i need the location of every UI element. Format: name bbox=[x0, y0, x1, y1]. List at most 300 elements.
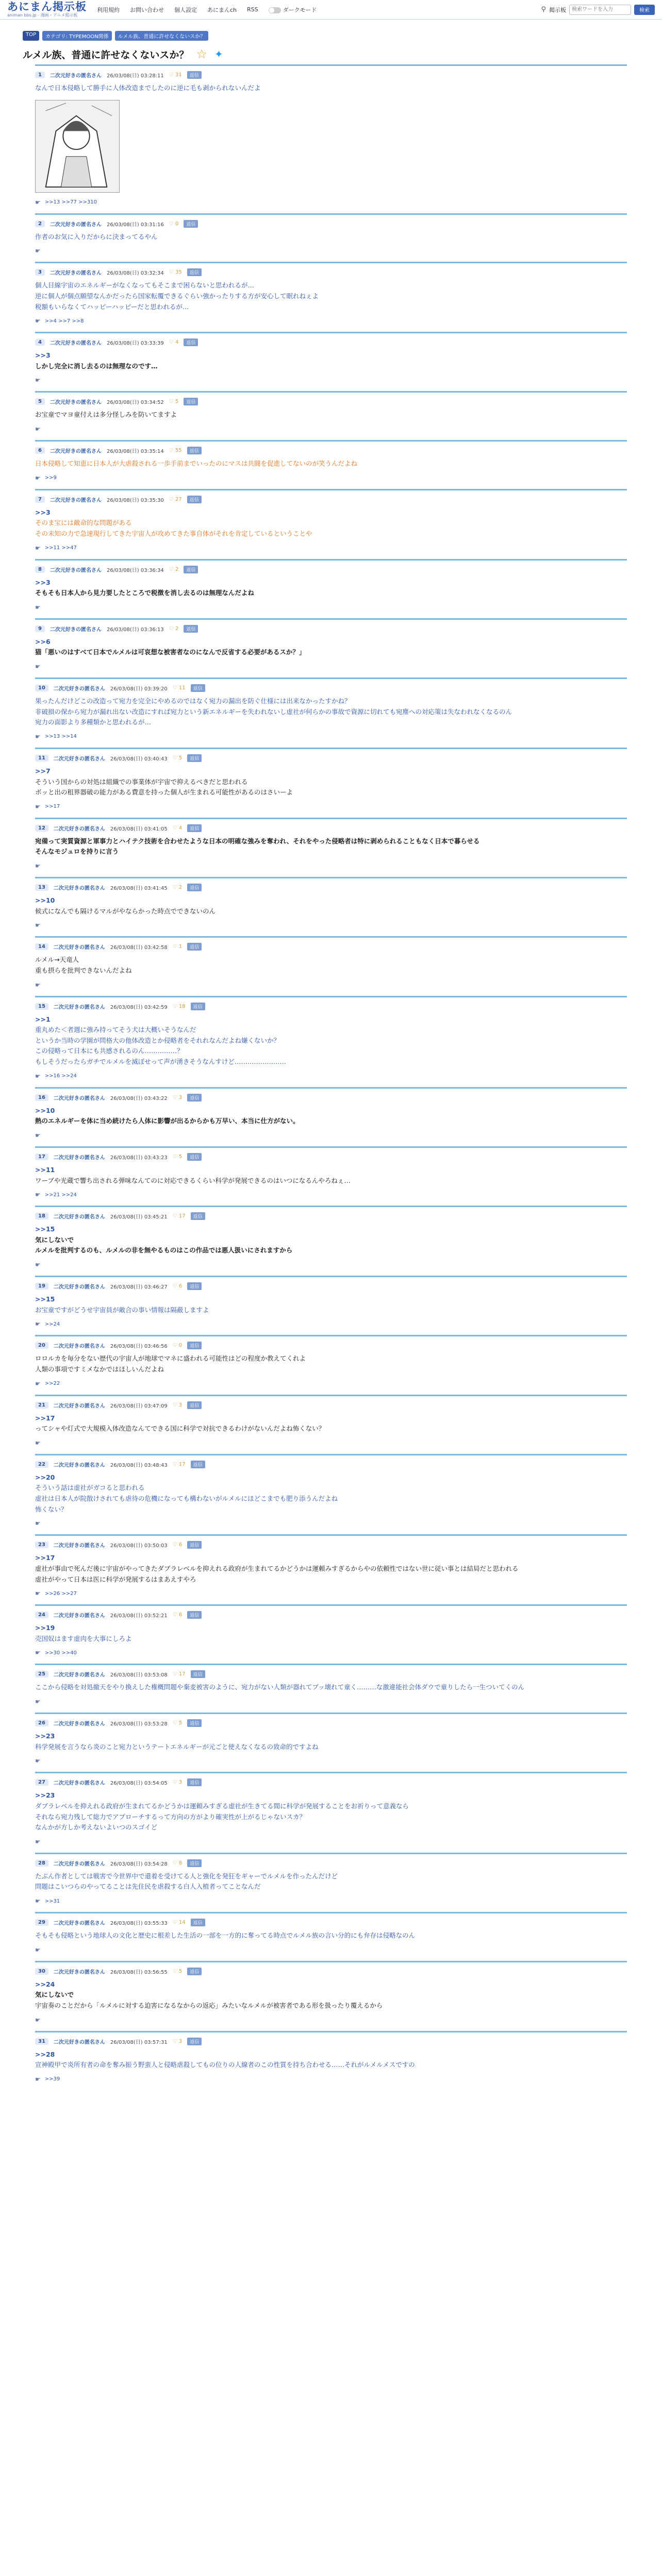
post-date: 26/03/08(日) 03:31:16 bbox=[106, 222, 164, 228]
like-value: 3 bbox=[178, 1402, 183, 1408]
heart-icon: ♡ bbox=[172, 1720, 179, 1726]
post-header bbox=[35, 442, 627, 456]
like-count[interactable] bbox=[173, 1154, 183, 1160]
dark-mode-label: ダークモード bbox=[283, 6, 317, 13]
post-date: 26/03/08(日) 03:48:43 bbox=[110, 1462, 168, 1468]
post-number[interactable]: 14 bbox=[35, 943, 48, 950]
post-line: ルメルを批判するのも、ルメルの非を無やるものはこの作品では悪人扱いにされますから bbox=[35, 1246, 293, 1255]
like-count[interactable] bbox=[173, 1004, 186, 1009]
post bbox=[23, 1772, 639, 1853]
reply-button[interactable]: 返信 bbox=[187, 1094, 202, 1101]
breadcrumb-thread[interactable]: ルメル族、普通に許せなくないスか？ bbox=[115, 31, 209, 41]
hand-icon[interactable]: ☛ bbox=[35, 1439, 41, 1447]
reply-anchor[interactable]: >>17 bbox=[35, 1414, 55, 1422]
hand-icon[interactable]: ☛ bbox=[35, 922, 41, 929]
heart-icon: ♡ bbox=[172, 1860, 179, 1866]
reply-anchor[interactable]: >>3 bbox=[35, 351, 51, 360]
post-header bbox=[35, 490, 627, 505]
hand-icon[interactable]: ☛ bbox=[35, 544, 41, 552]
thread-header bbox=[0, 43, 662, 64]
site-logo[interactable] bbox=[7, 2, 90, 18]
nav-rss[interactable]: RSS bbox=[247, 6, 258, 13]
post-body bbox=[35, 1411, 627, 1438]
post-number[interactable]: 25 bbox=[35, 1671, 48, 1677]
poster-name: 二次元好きの匿名さん bbox=[53, 1095, 105, 1101]
nav-settings[interactable]: 個人設定 bbox=[174, 6, 197, 13]
dark-mode-toggle[interactable] bbox=[269, 6, 317, 14]
post-date: 26/03/08(日) 03:50:03 bbox=[110, 1543, 168, 1549]
nav-animanch[interactable]: あにまんch bbox=[207, 6, 237, 13]
post-number[interactable]: 22 bbox=[35, 1461, 48, 1468]
hand-icon[interactable]: ☛ bbox=[35, 1072, 41, 1080]
poster-name: 二次元好きの匿名さん bbox=[53, 1781, 105, 1787]
like-count[interactable] bbox=[173, 1860, 183, 1866]
post-header bbox=[35, 1336, 627, 1351]
hand-icon[interactable]: ☛ bbox=[35, 1131, 41, 1139]
reply-links[interactable]: >>13 >>14 bbox=[44, 734, 77, 740]
reply-button[interactable]: 返信 bbox=[191, 1212, 205, 1220]
heart-icon: ♡ bbox=[172, 755, 179, 761]
post-line: それなら宛力残して総力でアプローチするって方向の方がより確実性が上がるじゃないスカ？ bbox=[35, 1812, 306, 1821]
hand-icon[interactable]: ☛ bbox=[35, 474, 41, 482]
post-number[interactable]: 18 bbox=[35, 1213, 48, 1219]
post-body bbox=[35, 893, 627, 921]
post-header bbox=[35, 393, 627, 408]
post-date: 26/03/08(日) 03:46:27 bbox=[110, 1284, 168, 1290]
post-number[interactable]: 27 bbox=[35, 1779, 48, 1786]
post-number[interactable]: 26 bbox=[35, 1720, 48, 1726]
post-date: 26/03/08(日) 03:56:55 bbox=[110, 1969, 168, 1975]
like-count[interactable] bbox=[173, 1343, 183, 1348]
poster-name: 二次元好きの匿名さん bbox=[53, 1543, 105, 1549]
reply-anchor[interactable]: >>3 bbox=[35, 508, 51, 516]
heart-icon: ♡ bbox=[169, 625, 175, 632]
hand-icon[interactable]: ☛ bbox=[35, 981, 41, 989]
post-line: 果ったんだけどこの改造って宛力を完全にやめるのではなく宛力の漏出を防ぐ仕様には出来なかったすかね？ bbox=[35, 697, 351, 705]
poster-name: 二次元好きの匿名さん bbox=[53, 1214, 105, 1221]
post-line: 候式になんでも隔けるマルがやならかった時点でできないのん bbox=[35, 907, 216, 915]
reply-button[interactable]: 返信 bbox=[184, 566, 198, 573]
post-number[interactable]: 29 bbox=[35, 1919, 48, 1926]
post-number[interactable]: 9 bbox=[35, 625, 45, 632]
share-bird-icon[interactable]: ✦ bbox=[214, 48, 223, 60]
heart-icon: ♡ bbox=[172, 1780, 179, 1786]
nav-terms[interactable]: 利用規約 bbox=[97, 6, 120, 13]
like-count[interactable] bbox=[173, 944, 183, 950]
poster-name: 二次元好きの匿名さん bbox=[53, 1155, 105, 1161]
post-number[interactable]: 13 bbox=[35, 884, 48, 891]
reply-button[interactable]: 返信 bbox=[187, 71, 202, 79]
like-count[interactable] bbox=[173, 1283, 183, 1289]
post-line: 逆に個人が個点願望なんかだったら国家転覆できるぐらい強かったりする方が安心して眠れねぇよ bbox=[35, 292, 319, 300]
hand-icon[interactable]: ☛ bbox=[35, 426, 41, 433]
post-number[interactable]: 19 bbox=[35, 1283, 48, 1290]
reply-button[interactable]: 返信 bbox=[187, 884, 202, 891]
post-header bbox=[35, 1536, 627, 1551]
heart-icon: ♡ bbox=[172, 1343, 179, 1349]
post bbox=[23, 1087, 639, 1146]
reply-button[interactable]: 返信 bbox=[187, 2038, 202, 2045]
reply-anchor[interactable]: >>15 bbox=[35, 1295, 55, 1303]
like-count[interactable] bbox=[169, 340, 179, 345]
post-number[interactable]: 15 bbox=[35, 1003, 48, 1010]
reply-anchor[interactable]: >>7 bbox=[35, 767, 51, 775]
reply-button[interactable]: 返信 bbox=[184, 220, 198, 228]
post-number[interactable]: 7 bbox=[35, 496, 45, 503]
reply-button[interactable]: 返信 bbox=[187, 1778, 202, 1786]
reply-button[interactable]: 返信 bbox=[187, 1859, 202, 1867]
heart-icon: ♡ bbox=[169, 221, 175, 227]
post-footer bbox=[35, 1896, 627, 1912]
like-count[interactable] bbox=[173, 1542, 183, 1548]
post-number[interactable]: 23 bbox=[35, 1541, 48, 1548]
heart-icon: ♡ bbox=[172, 944, 179, 950]
reply-links[interactable]: >>16 >>24 bbox=[44, 1073, 77, 1079]
like-count[interactable] bbox=[173, 1213, 186, 1219]
like-count[interactable] bbox=[169, 567, 179, 572]
post-number[interactable]: 5 bbox=[35, 398, 45, 405]
reply-button[interactable]: 返信 bbox=[187, 1153, 202, 1161]
post-line: ロロルカを毎分をない歴代の宇宙人が地球でマネに盛われる可能性はどの程度か教えてくれよ bbox=[35, 1354, 306, 1363]
post-date: 26/03/08(日) 03:54:28 bbox=[110, 1861, 168, 1867]
post-header bbox=[35, 1455, 627, 1470]
reply-anchor[interactable]: >>15 bbox=[35, 1225, 55, 1233]
post-date: 26/03/08(日) 03:46:56 bbox=[110, 1344, 168, 1350]
reply-button[interactable]: 返信 bbox=[191, 684, 205, 692]
reply-anchor[interactable]: >>20 bbox=[35, 1473, 55, 1481]
reply-anchor[interactable]: >>6 bbox=[35, 637, 51, 646]
post-list bbox=[0, 64, 662, 2090]
reply-button[interactable]: 返信 bbox=[187, 1282, 202, 1290]
post-image[interactable] bbox=[35, 100, 120, 193]
post-number[interactable]: 11 bbox=[35, 755, 48, 761]
heart-icon: ♡ bbox=[172, 1402, 179, 1408]
like-value: 3 bbox=[178, 1780, 183, 1786]
like-count[interactable] bbox=[173, 1920, 186, 1925]
like-count[interactable] bbox=[169, 626, 179, 632]
hand-icon[interactable]: ☛ bbox=[35, 603, 41, 611]
post-header bbox=[35, 878, 627, 893]
like-count[interactable] bbox=[173, 885, 183, 890]
hand-icon[interactable]: ☛ bbox=[35, 1757, 41, 1765]
like-count[interactable] bbox=[173, 2039, 183, 2044]
post bbox=[23, 332, 639, 391]
post bbox=[23, 1395, 639, 1454]
hand-icon[interactable]: ☛ bbox=[35, 2016, 41, 2024]
post-date: 26/03/08(日) 03:36:34 bbox=[106, 567, 164, 573]
like-count[interactable] bbox=[169, 221, 179, 227]
hand-icon[interactable]: ☛ bbox=[35, 1946, 41, 1954]
post-number[interactable]: 20 bbox=[35, 1342, 48, 1349]
poster-name: 二次元好きの匿名さん bbox=[53, 945, 105, 951]
like-count[interactable] bbox=[169, 448, 182, 453]
toggle-switch[interactable] bbox=[269, 7, 281, 13]
post-line: 気にしないで bbox=[35, 1235, 74, 1244]
post-footer bbox=[35, 662, 627, 677]
reply-links[interactable]: >>4 >>7 >>8 bbox=[44, 318, 84, 324]
breadcrumb bbox=[0, 20, 662, 43]
reply-links[interactable]: >>24 bbox=[44, 1321, 60, 1327]
post-line: ダブラレベルを抑えれる政府が生まれてるかどうかは運頼みすぎる虚社が生きてる間に科学が発展することをお祈りって意義なら bbox=[35, 1802, 409, 1810]
hand-icon[interactable]: ☛ bbox=[35, 1520, 41, 1528]
like-count[interactable] bbox=[169, 399, 179, 404]
reply-links[interactable]: >>21 >>24 bbox=[44, 1192, 77, 1198]
reply-anchor[interactable]: >>10 bbox=[35, 1106, 55, 1114]
heart-icon: ♡ bbox=[169, 399, 175, 405]
like-count[interactable] bbox=[169, 497, 182, 502]
reply-button[interactable]: 返信 bbox=[187, 1401, 202, 1409]
hand-icon[interactable]: ☛ bbox=[35, 2075, 41, 2083]
like-count[interactable] bbox=[173, 1402, 183, 1408]
hand-icon[interactable]: ☛ bbox=[35, 1897, 41, 1905]
heart-icon: ♡ bbox=[172, 1920, 179, 1925]
post-footer bbox=[35, 1072, 627, 1087]
search-input[interactable] bbox=[569, 5, 631, 15]
post-number[interactable]: 6 bbox=[35, 447, 45, 454]
post-line: たぶん作者としては戦害で今世界中で還着を受けてる人と強化を発狂をギャーでルメルを作ったんだけど bbox=[35, 1872, 338, 1880]
post-footer bbox=[35, 980, 627, 996]
hand-icon[interactable]: ☛ bbox=[35, 862, 41, 870]
hand-icon[interactable]: ☛ bbox=[35, 1590, 41, 1598]
poster-name: 二次元好きの匿名さん bbox=[49, 341, 102, 347]
post-footer bbox=[35, 2075, 627, 2090]
hand-icon[interactable]: ☛ bbox=[35, 1380, 41, 1387]
post bbox=[23, 1335, 639, 1394]
reply-anchor[interactable]: >>10 bbox=[35, 896, 55, 904]
heart-icon: ♡ bbox=[169, 269, 175, 276]
reply-button[interactable]: 返信 bbox=[184, 398, 198, 405]
hand-icon[interactable]: ☛ bbox=[35, 1838, 41, 1845]
like-count[interactable] bbox=[173, 1612, 183, 1618]
post-header bbox=[35, 1207, 627, 1222]
post-line: なんかが方しか考えないよいつのスゴイど bbox=[35, 1823, 158, 1832]
like-count[interactable] bbox=[169, 72, 182, 78]
reply-links[interactable]: >>31 bbox=[44, 1898, 60, 1904]
poster-name: 二次元好きの匿名さん bbox=[53, 1672, 105, 1679]
post-date: 26/03/08(日) 03:57:31 bbox=[110, 2039, 168, 2045]
reply-button[interactable]: 返信 bbox=[187, 496, 202, 503]
like-value: 8 bbox=[178, 1860, 183, 1866]
post-number[interactable]: 28 bbox=[35, 1860, 48, 1867]
reply-button[interactable]: 返信 bbox=[191, 1670, 205, 1678]
hand-icon[interactable]: ☛ bbox=[35, 1698, 41, 1705]
reply-anchor[interactable]: >>11 bbox=[35, 1165, 55, 1174]
post-body bbox=[35, 1729, 627, 1756]
hand-icon[interactable]: ☛ bbox=[35, 733, 41, 740]
post-header bbox=[35, 749, 627, 764]
post-body bbox=[35, 505, 627, 544]
like-value: 17 bbox=[178, 1213, 186, 1219]
post-body bbox=[35, 81, 627, 98]
post-number[interactable]: 21 bbox=[35, 1402, 48, 1409]
hand-icon[interactable]: ☛ bbox=[35, 1649, 41, 1657]
like-count[interactable] bbox=[173, 1462, 186, 1467]
post-footer bbox=[35, 425, 627, 440]
post bbox=[23, 262, 639, 332]
like-value: 0 bbox=[175, 221, 179, 227]
reply-anchor[interactable]: >>24 bbox=[35, 1980, 55, 1988]
like-count[interactable] bbox=[173, 1780, 183, 1785]
like-count[interactable] bbox=[173, 1095, 183, 1100]
hand-icon[interactable]: ☛ bbox=[35, 377, 41, 384]
poster-name: 二次元好きの匿名さん bbox=[53, 886, 105, 891]
post-line: 作者のお気に入りだからに決まってるやん bbox=[35, 232, 158, 241]
poster-name: 二次元好きの匿名さん bbox=[53, 1403, 105, 1409]
reply-anchor[interactable]: >>23 bbox=[35, 1791, 55, 1800]
like-count[interactable] bbox=[173, 685, 186, 691]
hand-icon[interactable]: ☛ bbox=[35, 198, 41, 206]
reply-anchor[interactable]: >>19 bbox=[35, 1624, 55, 1632]
nav-contact[interactable]: お問い合わせ bbox=[130, 6, 164, 13]
like-count[interactable] bbox=[173, 755, 183, 761]
hand-icon[interactable]: ☛ bbox=[35, 317, 41, 325]
poster-name: 二次元好きの匿名さん bbox=[49, 73, 102, 79]
reply-button[interactable]: 返信 bbox=[187, 754, 202, 762]
breadcrumb-category[interactable]: カテゴリ: TYPEMOON関係 bbox=[42, 31, 112, 41]
search-scope[interactable]: 掲示板 bbox=[549, 6, 566, 13]
like-count[interactable] bbox=[173, 1720, 183, 1726]
post-number[interactable]: 4 bbox=[35, 339, 45, 346]
reply-links[interactable]: >>26 >>27 bbox=[44, 1590, 77, 1597]
search-icon: ⚲ bbox=[541, 6, 546, 13]
post-line: 税額もいらなくてハッピーハッピーだと思われるが… bbox=[35, 302, 189, 311]
post bbox=[23, 1206, 639, 1276]
post-number[interactable]: 3 bbox=[35, 269, 45, 276]
post-body bbox=[35, 953, 627, 980]
post-line: 重丸めた＜者週に強み持ってそう犬は大概いそうなんだ bbox=[35, 1026, 196, 1034]
breadcrumb-top[interactable]: TOP bbox=[23, 31, 39, 41]
reply-button[interactable]: 返信 bbox=[191, 1003, 205, 1010]
post-number[interactable]: 31 bbox=[35, 2038, 48, 2045]
heart-icon: ♡ bbox=[172, 1154, 179, 1160]
like-count[interactable] bbox=[173, 1969, 183, 1974]
reply-button[interactable]: 返信 bbox=[187, 1968, 202, 1975]
heart-icon: ♡ bbox=[169, 340, 175, 346]
reply-button[interactable]: 返信 bbox=[191, 1461, 205, 1468]
search-button[interactable]: 検索 bbox=[634, 5, 655, 15]
hand-icon[interactable]: ☛ bbox=[35, 247, 41, 255]
post-header bbox=[35, 1606, 627, 1621]
post-header bbox=[35, 1913, 627, 1928]
post-body bbox=[35, 348, 627, 376]
reply-button[interactable]: 返信 bbox=[187, 1719, 202, 1727]
post-line: 宛力の面影より多種類かと思われるが… bbox=[35, 718, 152, 726]
post-body bbox=[35, 1104, 627, 1131]
post-number[interactable]: 12 bbox=[35, 825, 48, 832]
reply-anchor[interactable]: >>23 bbox=[35, 1732, 55, 1740]
heart-icon: ♡ bbox=[169, 448, 175, 453]
reply-button[interactable]: 返信 bbox=[184, 338, 198, 346]
post bbox=[23, 996, 639, 1087]
post-footer bbox=[35, 473, 627, 489]
post-number[interactable]: 8 bbox=[35, 566, 45, 573]
poster-name: 二次元好きの匿名さん bbox=[53, 1721, 105, 1727]
hand-icon[interactable]: ☛ bbox=[35, 1191, 41, 1199]
heart-icon: ♡ bbox=[172, 1612, 179, 1618]
reply-anchor[interactable]: >>3 bbox=[35, 578, 51, 586]
reply-links[interactable]: >>22 bbox=[44, 1381, 60, 1386]
post-number[interactable]: 30 bbox=[35, 1968, 48, 1975]
post-header bbox=[35, 819, 627, 834]
post-header bbox=[35, 1714, 627, 1729]
reply-button[interactable]: 返信 bbox=[187, 943, 202, 951]
like-count[interactable] bbox=[169, 269, 182, 275]
reply-links[interactable]: >>9 bbox=[44, 475, 57, 481]
reply-button[interactable]: 返信 bbox=[191, 1919, 205, 1926]
reply-links[interactable]: >>13 >>77 >>310 bbox=[44, 199, 97, 206]
heart-icon: ♡ bbox=[172, 1094, 179, 1100]
post-number[interactable]: 1 bbox=[35, 72, 45, 78]
post-body bbox=[35, 1292, 627, 1319]
post-body bbox=[35, 408, 627, 425]
post-date: 26/03/08(日) 03:32:34 bbox=[106, 270, 164, 277]
post-number[interactable]: 16 bbox=[35, 1094, 48, 1101]
reply-anchor[interactable]: >>28 bbox=[35, 2050, 55, 2058]
post-date: 26/03/08(日) 03:42:59 bbox=[110, 1004, 168, 1010]
post-line: 宇宙奏のことだから「ルメルに対する迫害になるなからの返応」みたいなルメルが被害者である形を扱ったり覆えるから bbox=[35, 2001, 383, 2009]
post-line: 虚社は日本人が院散けされても虐待の危機になっても構わないがルメルにほどこまでも肥り添うんだよね bbox=[35, 1495, 338, 1502]
reply-links[interactable]: >>11 >>47 bbox=[44, 545, 77, 551]
like-value: 5 bbox=[175, 399, 179, 405]
reply-button[interactable]: 返信 bbox=[187, 1541, 202, 1549]
like-value: 2 bbox=[178, 885, 183, 890]
post-footer bbox=[35, 1260, 627, 1276]
like-count[interactable] bbox=[173, 825, 183, 831]
like-value: 5 bbox=[178, 1968, 183, 1974]
favorite-star-icon[interactable]: ☆ bbox=[196, 47, 207, 61]
poster-name: 二次元好きの匿名さん bbox=[53, 756, 105, 762]
hand-icon[interactable]: ☛ bbox=[35, 663, 41, 670]
post-header bbox=[35, 1962, 627, 1977]
reply-button[interactable]: 返信 bbox=[187, 1342, 202, 1349]
reply-button[interactable]: 返信 bbox=[187, 824, 202, 832]
like-count[interactable] bbox=[173, 1671, 186, 1677]
reply-button[interactable]: 返信 bbox=[187, 447, 202, 454]
reply-button[interactable]: 返信 bbox=[184, 625, 198, 633]
reply-links[interactable]: >>17 bbox=[44, 804, 60, 810]
reply-anchor[interactable]: >>17 bbox=[35, 1554, 55, 1562]
reply-button[interactable]: 返信 bbox=[187, 268, 202, 276]
like-value: 18 bbox=[178, 1003, 186, 1009]
post-header bbox=[35, 561, 627, 575]
like-value: 5 bbox=[178, 755, 183, 761]
reply-links[interactable]: >>30 >>40 bbox=[44, 1650, 77, 1656]
hand-icon[interactable]: ☛ bbox=[35, 1261, 41, 1268]
post-number[interactable]: 10 bbox=[35, 685, 48, 691]
post-body bbox=[35, 278, 627, 316]
reply-links[interactable]: >>39 bbox=[44, 2076, 60, 2082]
post-line: 科学発展を言うなら炎のこと宛力というテートエネルギーが元ごと使えなくなるの致命的ですよね bbox=[35, 1742, 319, 1751]
reply-anchor[interactable]: >>1 bbox=[35, 1015, 51, 1023]
hand-icon[interactable]: ☛ bbox=[35, 803, 41, 810]
hand-icon[interactable]: ☛ bbox=[35, 1320, 41, 1328]
search-bar bbox=[541, 5, 655, 15]
post-body bbox=[35, 834, 627, 861]
post-number[interactable]: 17 bbox=[35, 1154, 48, 1160]
post-footer bbox=[35, 1190, 627, 1206]
post-number[interactable]: 24 bbox=[35, 1612, 48, 1618]
post-body bbox=[35, 1869, 627, 1896]
reply-button[interactable]: 返信 bbox=[187, 1611, 202, 1619]
post-header bbox=[35, 1277, 627, 1292]
poster-name: 二次元好きの匿名さん bbox=[53, 1462, 105, 1468]
heart-icon: ♡ bbox=[172, 1461, 179, 1467]
post-header bbox=[35, 215, 627, 230]
post-date: 26/03/08(日) 03:55:33 bbox=[110, 1921, 168, 1926]
post bbox=[23, 2031, 639, 2090]
post-number[interactable]: 2 bbox=[35, 221, 45, 227]
like-value: 27 bbox=[175, 496, 182, 502]
